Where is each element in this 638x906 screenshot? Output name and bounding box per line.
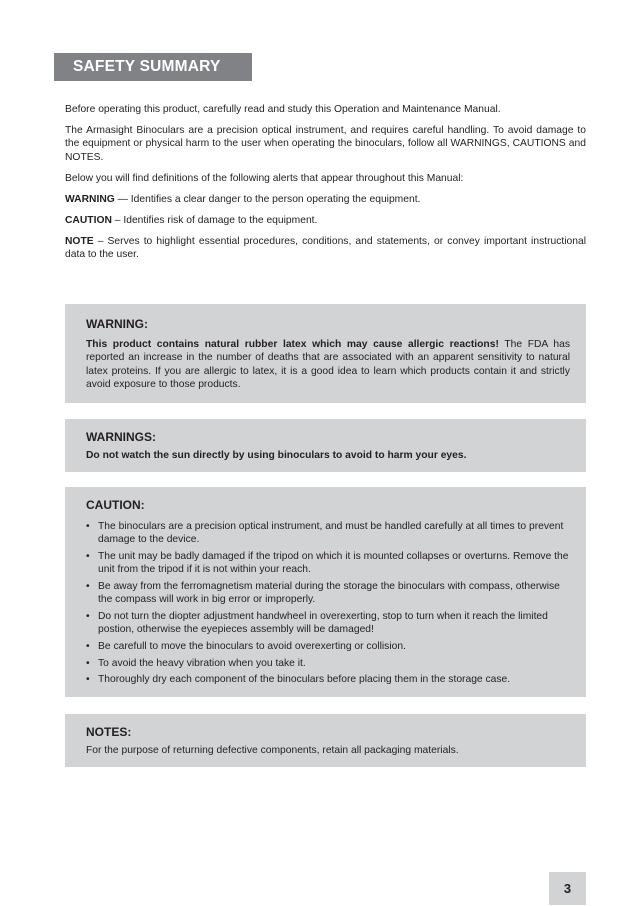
caution-item: • To avoid the heavy vibration when you take it. — [86, 657, 306, 669]
caution-box-title: CAUTION: — [86, 498, 145, 512]
bullet: • — [86, 521, 90, 532]
notes-box-text: For the purpose of returning defective components, retain all packaging materials. — [86, 745, 459, 756]
caution-item: • The binoculars are a precision optical instrument, and must be handled carefully at all times to prevent damage to the device. — [86, 521, 564, 546]
caution-definition — [65, 214, 586, 227]
intro-paragraph-3: Below you will find definitions of the following alerts that appear throughout this Manual: — [65, 172, 464, 184]
notes-box-title: NOTES: — [86, 725, 132, 739]
note-definition-text: – Serves to highlight essential procedures, conditions, and statements, or convey important instructional data to the user. — [65, 235, 586, 261]
warning-definition — [65, 193, 586, 206]
caution-item: • Thoroughly dry each component of the binoculars before placing them in the storage case. — [86, 674, 511, 686]
warning-box — [65, 304, 586, 403]
warning-term: WARNING — [65, 193, 115, 205]
warning-box-body: The FDA has reported an increase in the number of deaths that are associated with an apparent sensitivity to natural latex proteins. If you are allergic to latex, it is a good idea to learn which products contain it and strictly avoid exposure to those products. — [86, 339, 570, 391]
page-number: 3 — [549, 872, 586, 905]
note-definition — [65, 235, 586, 262]
caution-list — [86, 520, 570, 687]
section-title: SAFETY SUMMARY — [54, 53, 252, 81]
caution-item: • Be away from the ferromagnetism material during the storage the binoculars with compass, otherwise the compass will work in big error or improperly. — [86, 581, 560, 606]
warnings-box-bold: Do not watch the sun directly by using binoculars to avoid to harm your eyes. — [86, 450, 467, 461]
warning-box-title: WARNING: — [86, 317, 148, 331]
caution-item: • The unit may be badly damaged if the tripod on which it is mounted collapses or overturns. Remove the unit from the tripod if it is not within your reach. — [86, 551, 569, 576]
bullet: • — [86, 581, 90, 592]
note-term: NOTE — [65, 235, 94, 247]
warnings-box — [65, 419, 586, 472]
warning-box-text — [86, 338, 570, 392]
caution-box — [65, 487, 586, 697]
warning-definition-text: — Identifies a clear danger to the person operating the equipment. — [114, 193, 421, 205]
bullet: • — [86, 657, 90, 669]
notes-box — [65, 714, 586, 767]
bullet: • — [86, 641, 90, 652]
caution-term: CAUTION — [65, 214, 112, 226]
bullet: • — [86, 551, 90, 562]
intro-section — [65, 103, 586, 269]
bullet: • — [86, 611, 90, 622]
caution-item: • Be carefull to move the binoculars to avoid overexerting or collision. — [86, 641, 406, 652]
intro-paragraph-1: Before operating this product, carefully read and study this Operation and Maintenance Manual. — [65, 104, 501, 115]
warning-box-bold: This product contains natural rubber latex which may cause allergic reactions! — [86, 339, 499, 350]
caution-item: • Do not turn the diopter adjustment handwheel in overexerting, stop to turn when it reach the limited postion, otherwise the eyepieces assembly will be damaged! — [86, 611, 548, 636]
intro-paragraph-2: The Armasight Binoculars are a precision optical instrument, and requires careful handling. To avoid damage to the equipment or physical harm to the user when operating the binoculars, follow all WARNINGS, CAUTIONS and NOTES. — [65, 125, 586, 163]
caution-definition-text: – Identifies risk of damage to the equipment. — [111, 214, 318, 226]
bullet: • — [86, 674, 90, 686]
warnings-box-text — [86, 449, 570, 462]
warnings-box-title: WARNINGS: — [86, 430, 156, 444]
